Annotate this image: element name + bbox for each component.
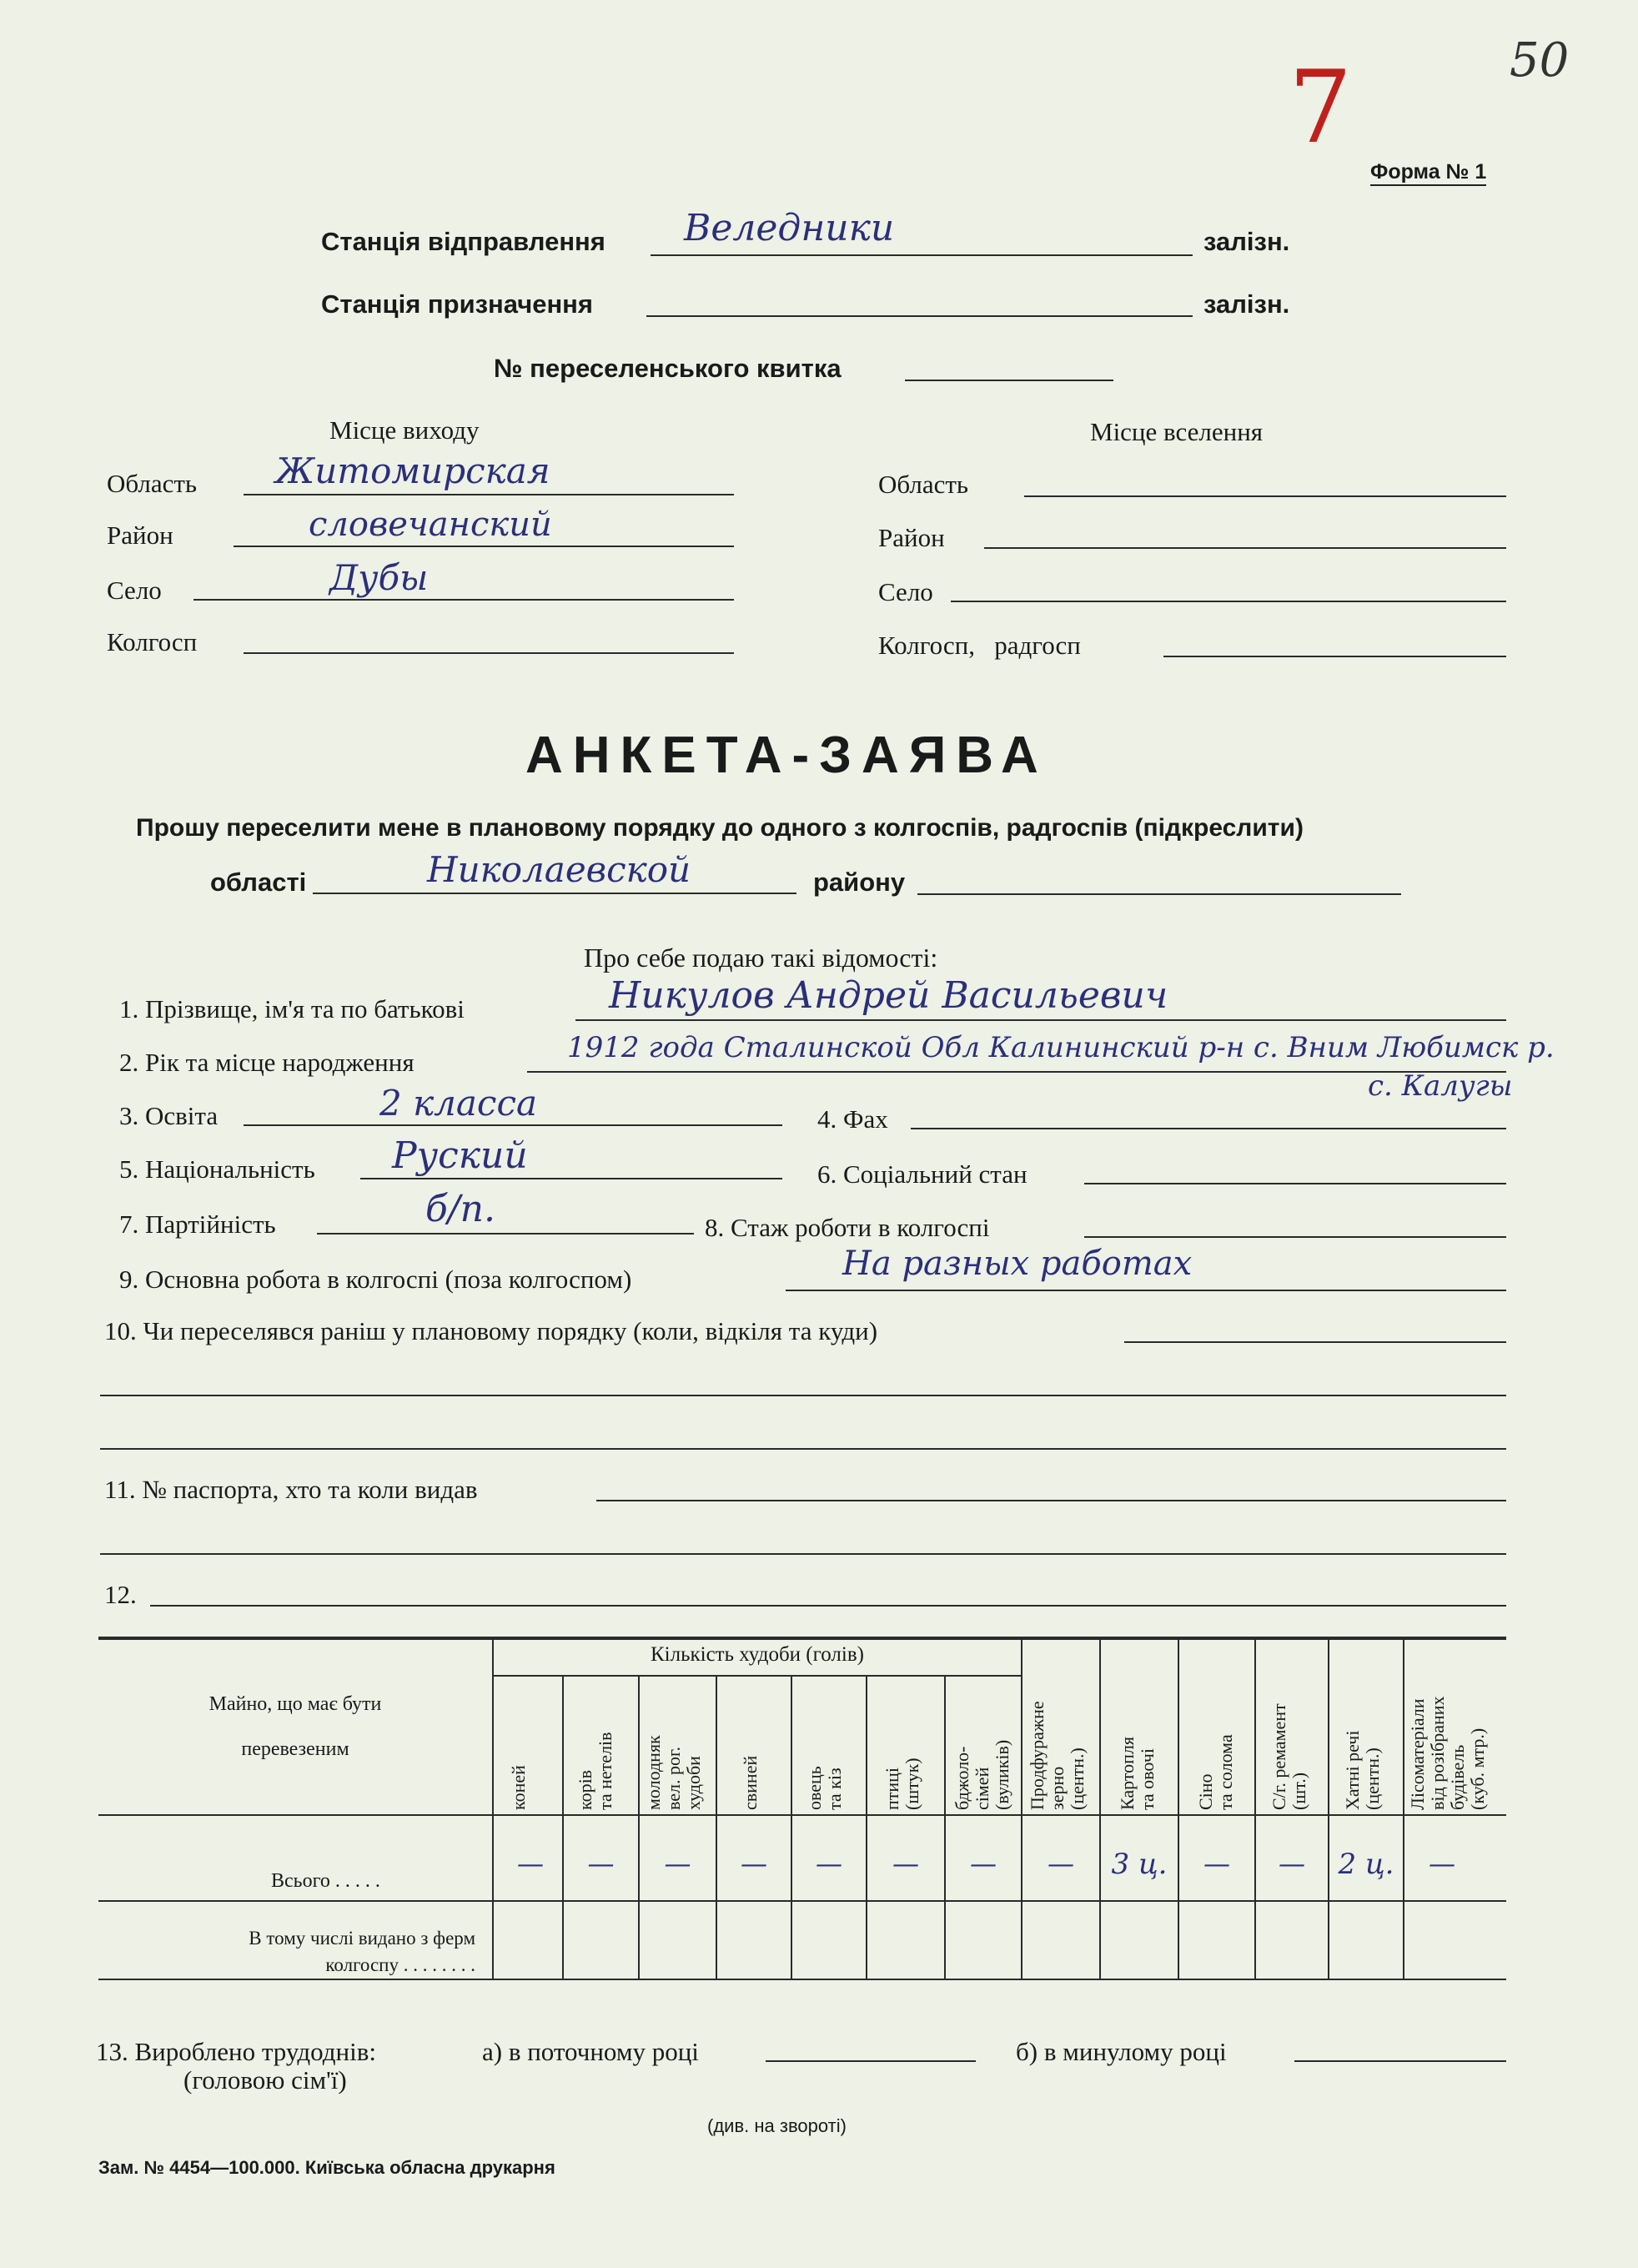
departure-station-line[interactable] [651, 254, 1193, 256]
q1-value: Никулов Андрей Васильевич [609, 974, 1168, 1017]
target-oblast-value: Николаевской [427, 849, 691, 890]
q11-line-2[interactable] [100, 1553, 1506, 1555]
col-header-timber: Лісоматеріали від розібраних будівель (куб. мтр.) [1407, 1696, 1488, 1810]
target-raion-label: району [813, 867, 906, 897]
col-header-young-cattle: молодняк вел. рог. худоби [643, 1735, 704, 1810]
target-raion-line[interactable] [917, 893, 1401, 895]
row-total-label: Всього . . . . . [271, 1870, 380, 1892]
origin-header: Місце виходу [329, 415, 480, 445]
workdays-previous-line[interactable] [1294, 2060, 1506, 2062]
q5-line[interactable] [360, 1178, 782, 1179]
q5-value: Руский [392, 1134, 528, 1177]
q12-line[interactable] [150, 1605, 1506, 1607]
dest-kolgosp-line[interactable] [1163, 656, 1506, 657]
request-text: Прошу переселити мене в плановому порядку до одного з колгоспів, радгоспів (підкреслити) [136, 814, 1304, 842]
total-potatoes: 3 ц. [1111, 1848, 1168, 1881]
info-intro: Про себе подаю такі відомості: [584, 943, 938, 973]
target-oblast-label: області [210, 867, 307, 897]
col-header-sheep: овець та кіз [804, 1766, 845, 1810]
total-timber: — [1429, 1848, 1455, 1879]
q12-label: 12. [104, 1580, 137, 1609]
q9-value: На разных работах [842, 1245, 1193, 1283]
col-header-grain: Продфуражне зерно (центн.) [1027, 1701, 1088, 1810]
total-cows: — [587, 1848, 615, 1879]
destination-station-line[interactable] [646, 315, 1193, 317]
q2-line[interactable] [527, 1071, 1506, 1073]
q9-label: 9. Основна робота в колгоспі (поза колгоспом) [119, 1265, 632, 1294]
q8-line[interactable] [1084, 1236, 1506, 1238]
dest-selo-label: Село [878, 577, 933, 606]
origin-selo-line[interactable] [193, 599, 734, 601]
q8-label: 8. Стаж роботи в колгоспі [705, 1213, 990, 1242]
col-header-poultry: птиці (штук) [882, 1758, 922, 1810]
origin-raion-line[interactable] [234, 546, 734, 547]
q4-line[interactable] [911, 1128, 1506, 1129]
destination-station-label: Станція призначення [321, 289, 593, 319]
total-equipment: — [1279, 1848, 1305, 1879]
origin-oblast-value: Житомирская [275, 450, 550, 491]
q2-value-cont: с. Калугы [1368, 1069, 1513, 1103]
table-livestock-header: Кількість худоби (голів) [651, 1643, 864, 1666]
destination-header: Місце вселення [1090, 417, 1264, 446]
dest-selo-line[interactable] [951, 601, 1506, 602]
printer-imprint: Зам. № 4454—100.000. Київська обласна друкарня [98, 2157, 555, 2178]
q6-line[interactable] [1084, 1183, 1506, 1184]
row-farm-label: В тому числі видано з ферм колгоспу . . . . . . . . [249, 1928, 475, 1975]
q3-line[interactable] [244, 1124, 782, 1126]
origin-kolgosp-label: Колгосп [107, 627, 198, 656]
ticket-number-line[interactable] [905, 380, 1113, 381]
q3-label: 3. Освіта [119, 1101, 219, 1130]
departure-station-value: Веледники [684, 207, 895, 249]
form-number: Форма № 1 [1370, 160, 1486, 186]
col-header-beehives: бджоло- сімей (вуликів) [952, 1739, 1012, 1810]
q2-value: 1912 года Сталинской Обл Калининский р-н с. Вним Любимск р. [567, 1031, 1555, 1064]
q2-label: 2. Рік та місце народження [119, 1048, 415, 1077]
q9-line[interactable] [786, 1290, 1506, 1291]
q6-label: 6. Соціальний стан [817, 1159, 1028, 1189]
departure-rail-suffix: залізн. [1203, 227, 1290, 256]
q3-value: 2 класса [379, 1083, 538, 1124]
origin-oblast-line[interactable] [244, 494, 734, 495]
total-pigs: — [741, 1848, 767, 1879]
col-header-cows: корів та нетелів [575, 1732, 616, 1810]
archive-item-number: 7 [1289, 50, 1353, 166]
dest-raion-line[interactable] [984, 547, 1506, 549]
q10-line-3[interactable] [100, 1448, 1506, 1450]
col-header-equipment: С/г. ремамент (шт.) [1269, 1703, 1309, 1810]
destination-rail-suffix: залізн. [1203, 289, 1290, 319]
col-header-hay: Сіно та солома [1195, 1734, 1236, 1810]
workdays-current-line[interactable] [766, 2060, 976, 2062]
q1-label: 1. Прізвище, ім'я та по батькові [119, 994, 465, 1023]
origin-raion-label: Район [107, 520, 173, 550]
workdays-label: 13. Вироблено трудоднів: [96, 2037, 377, 2066]
table-property-header: Майно, що має бути перевезеним [209, 1693, 382, 1760]
col-header-pigs: свиней [740, 1755, 761, 1810]
workdays-current-label: а) в поточному році [482, 2037, 699, 2066]
origin-oblast-label: Область [107, 469, 198, 498]
q7-label: 7. Партійність [119, 1209, 276, 1239]
dest-raion-label: Район [878, 523, 945, 552]
total-poultry: — [892, 1848, 919, 1879]
q11-label: 11. № паспорта, хто та коли видав [104, 1475, 478, 1504]
origin-selo-value: Дубы [329, 557, 429, 598]
total-sheep: — [816, 1848, 842, 1879]
total-household: 2 ц. [1338, 1848, 1394, 1881]
q7-value: б/п. [425, 1188, 496, 1230]
total-young-cattle: — [664, 1848, 691, 1879]
q5-label: 5. Національність [119, 1154, 315, 1184]
q7-line[interactable] [317, 1233, 694, 1235]
total-grain: — [1048, 1848, 1074, 1879]
q1-line[interactable] [575, 1019, 1506, 1021]
origin-kolgosp-line[interactable] [244, 652, 734, 654]
departure-station-label: Станція відправлення [321, 227, 605, 256]
total-hay: — [1203, 1848, 1230, 1879]
col-header-potatoes: Картопля та овочі [1117, 1736, 1158, 1810]
q10-line-1[interactable] [1124, 1341, 1506, 1343]
turnover-note: (див. на звороті) [707, 2115, 847, 2136]
col-header-horses: коней [508, 1765, 529, 1810]
archive-page-number: 50 [1510, 33, 1570, 88]
workdays-previous-label: б) в минулому році [1016, 2037, 1227, 2066]
form-title: АНКЕТА-ЗАЯВА [525, 727, 1048, 784]
total-horses: — [517, 1848, 544, 1879]
workdays-sublabel: (головою сім'ї) [183, 2065, 347, 2095]
ticket-number-label: № переселенського квитка [494, 354, 842, 383]
dest-oblast-line[interactable] [1024, 495, 1506, 497]
origin-raion-value: словечанский [309, 505, 552, 544]
dest-oblast-label: Область [878, 470, 969, 499]
origin-selo-label: Село [107, 576, 162, 605]
dest-kolgosp-label: Колгосп, радгосп [878, 631, 1081, 660]
q11-line-1[interactable] [596, 1500, 1506, 1501]
col-header-household: Хатні речі (центн.) [1342, 1730, 1383, 1810]
target-oblast-line[interactable] [313, 893, 796, 894]
q10-label: 10. Чи переселявся раніш у плановому порядку (коли, відкіля та куди) [104, 1316, 878, 1345]
total-beehives: — [970, 1848, 997, 1879]
q10-line-2[interactable] [100, 1395, 1506, 1396]
q4-label: 4. Фах [817, 1104, 888, 1134]
